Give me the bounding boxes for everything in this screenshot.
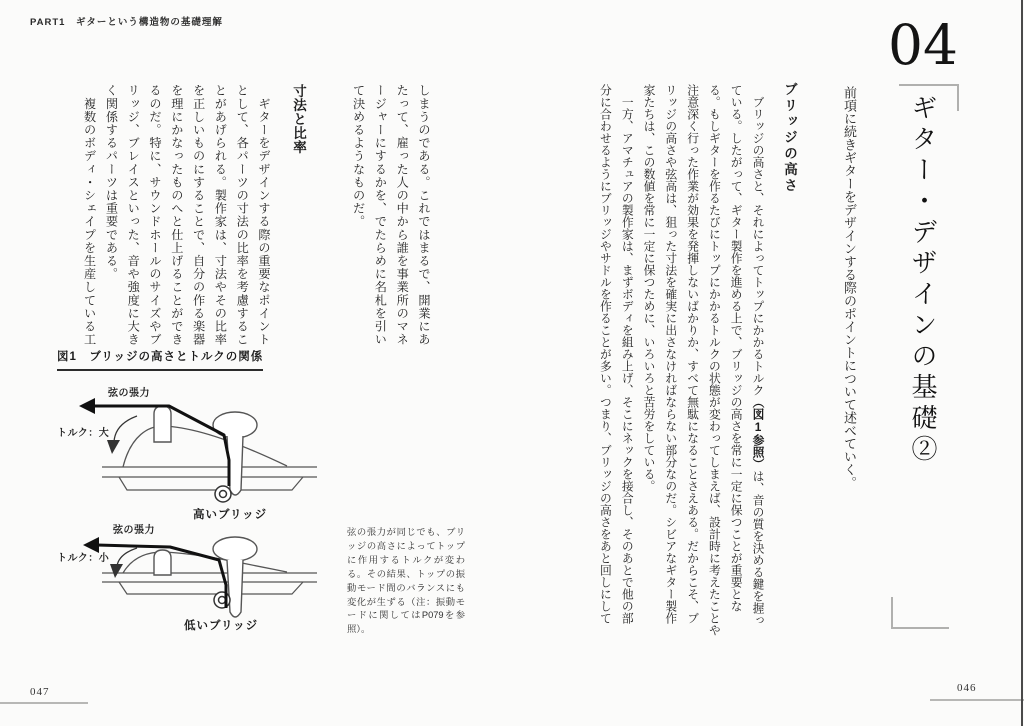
body-text-column: とがあげられる。製作家は、寸法やその比率 [213, 84, 228, 346]
body-text-column: として、各パーツの寸法の比率を考慮するこ [235, 84, 250, 346]
body-text-column: く関係するパーツは重要である。 [104, 84, 119, 281]
folio-rule-left [0, 702, 88, 704]
chapter-number: 04 [888, 13, 958, 77]
section-heading-bridge-height: ブリッジの高さ [782, 82, 797, 194]
torque-arrowhead [107, 440, 120, 454]
body-text-column: リッジ、ブレイスといった、音や強度に大き [126, 84, 141, 346]
figure-title: 図1 ブリッジの高さとトルクの関係 [57, 348, 263, 371]
body-text-column: 注意深く行った作業が効果を発揮しないばかりか、すべて無駄になることさえある。だからこそ、ブ [685, 84, 700, 624]
body-text-column: たって、雇った人の中から誰を事業所のマネ [395, 84, 410, 346]
short-saddle [154, 550, 171, 575]
torque-arc [114, 416, 137, 442]
continued-paragraph-columns [346, 84, 434, 350]
title-frame-bottom-left-bracket [891, 597, 949, 629]
body-text-column: リッジの高さや弦高は、狙った寸法を確実に出さなければならない部分なのだ。シビアなギター製作 [663, 84, 678, 624]
body-text-column: ている。したがって、ギター製作を進める上で、ブリッジの高さを常に一定に保つことが重要とな [729, 84, 744, 612]
body-text-column: ブリッジの高さと、それによってトップにかかるトルク（図1参照）は、音の質を決める鍵を握っ [751, 84, 765, 627]
section-body-bridge-height [590, 84, 768, 640]
bridge-pin-head [213, 537, 257, 561]
chapter-title: ギター・デザインの基礎② [908, 94, 937, 466]
page-number-left: 047 [30, 686, 50, 698]
arched-top-curve [123, 426, 287, 467]
string-tension-arrowhead [79, 398, 95, 414]
running-header: PART1 ギターという構造物の基礎理解 [30, 17, 223, 28]
lead-paragraph: 前項に続きギターをデザインする際のポイントについて述べていく。 [842, 86, 857, 489]
folio-rule-right [930, 699, 1024, 701]
torque-arc [117, 548, 137, 566]
body-text-column: 分に合わせるようにブリッジやサドルを作ることが多い。つまり、ブリッジの高さをあと回しにして [598, 84, 613, 624]
string-tension-label: 弦の張力 [108, 388, 150, 399]
torque-small-label: トルク：小 [57, 553, 110, 564]
page-edge-line [1021, 0, 1023, 726]
body-text-column: 家たちは、この数値を常に一定に保つために、いろいろと苦労をしている。 [642, 84, 657, 492]
torque-large-label: トルク：大 [57, 428, 110, 439]
high-bridge-caption: 高いブリッジ [193, 509, 268, 521]
high-bridge-diagram [57, 380, 357, 522]
body-text-column: ージャーにするかを、でたらめに名札を引い [373, 84, 388, 346]
body-text-column: しまうのである。これではまるで、開業にあ [417, 84, 431, 346]
body-text-column: るのだ。特に、サウンドホールのサイズやブ [148, 84, 163, 346]
pivot-point-inner-circle [219, 597, 226, 604]
section-body-dimensions-ratio [78, 84, 274, 350]
body-text-column: を理にかなったものへと仕上げることができ [169, 84, 184, 346]
body-text-column: る。もしギターを作るたびにトップにかかるトルクの状態が変わってしまえば、設計時に考えたことや [707, 84, 722, 636]
bridge-pin-shaft [227, 560, 243, 617]
torque-arrowhead [110, 564, 123, 578]
body-text-column: ギターをデザインする際の重要なポイント [257, 84, 271, 346]
figure-note: 弦の張力が同じでも、ブリッジの高さによってトップに作用するトルクが変わる。その結果、トップの振動モード間のバランスにも変化が生ずる（注：振動モードに関してはP079を参照）。 [347, 527, 465, 635]
section-heading-dimensions-ratio: 寸法と比率 [291, 84, 306, 154]
body-text-column: 複数のボディ・シェイプを生産している工 [82, 84, 97, 346]
body-text-column: て決めるようなものだ。 [351, 84, 366, 229]
low-bridge-caption: 低いブリッジ [184, 620, 259, 632]
low-bridge-diagram [57, 520, 357, 655]
body-text-column: を正しいものにすることで、自分の作る楽器 [191, 84, 206, 346]
body-text-column: 一方、アマチュアの製作家は、まずボディを組み上げ、そこにネックを接合し、そのあとで他の部 [620, 84, 635, 624]
tall-saddle [154, 406, 171, 442]
body-tray-outline [119, 582, 303, 594]
body-tray-outline [119, 477, 303, 490]
page-number-right: 046 [957, 682, 977, 694]
string-tension-label: 弦の張力 [113, 525, 155, 536]
pivot-point-inner-circle [220, 491, 227, 498]
